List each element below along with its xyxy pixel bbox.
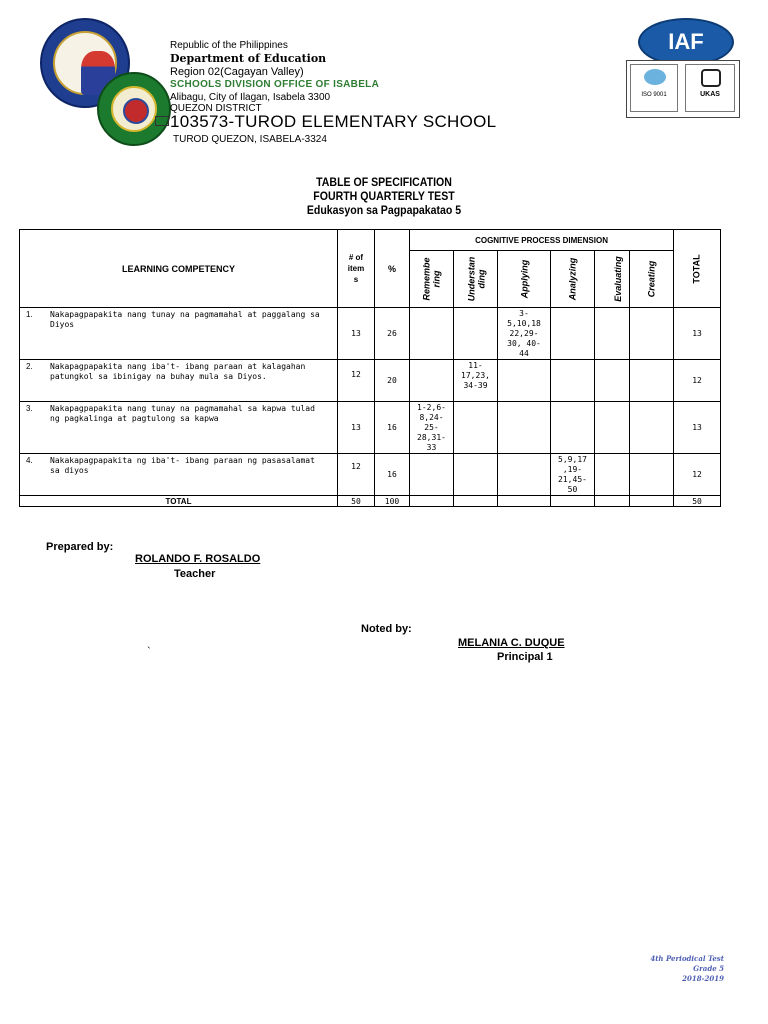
footer-line-3: 2018-2019 (682, 974, 724, 983)
region-text: Region 02(Cagayan Valley) (170, 66, 304, 78)
total-creating (630, 496, 674, 507)
remembering-cell (410, 308, 454, 360)
approver-name: MELANIA C. DUQUE (458, 637, 565, 649)
school-name: 103573-TUROD ELEMENTARY SCHOOL (170, 112, 497, 131)
preparer-name: ROLANDO F. ROSALDO (135, 553, 261, 565)
crown-icon (701, 69, 721, 87)
understanding-cell (454, 454, 498, 496)
division-seal-logo (97, 72, 171, 146)
table-header-row (20, 230, 721, 251)
specification-table (19, 229, 721, 507)
total-cell: 12 (674, 454, 721, 496)
total-label: TOTAL (20, 496, 338, 507)
title-line-2: FOURTH QUARTERLY TEST (313, 189, 455, 203)
total-percent: 100 (375, 496, 410, 507)
district-text: QUEZON DISTRICT (170, 103, 262, 114)
analyzing-cell (551, 402, 595, 454)
noted-by-label: Noted by: (361, 623, 412, 635)
header-understanding: Understan ding (454, 251, 498, 308)
applying-cell: 3- 5,10,18 22,29- 30, 40- 44 (498, 308, 551, 360)
evaluating-cell (595, 308, 630, 360)
footer-line-2: Grade 5 (693, 964, 724, 973)
stray-mark: ` (147, 646, 151, 658)
table-row (20, 454, 721, 496)
table-total-row (20, 496, 721, 507)
competency-cell (20, 308, 338, 360)
items-cell: 13 (338, 402, 375, 454)
competency-text: Nakapagpapakita nang iba't- ibang paraan at kalagahan patungkol sa ibinigay na buhay mula sa Diyos. (50, 362, 306, 381)
header-applying: Applying (498, 251, 551, 308)
percent-cell: 16 (375, 454, 410, 496)
house-icon (155, 116, 169, 126)
percent-cell: 16 (375, 402, 410, 454)
competency-text: Nakakapagpapakita ng iba't- ibang paraan ng pasasalamat sa diyos (50, 456, 315, 475)
items-cell: 12 (338, 360, 375, 402)
evaluating-cell (595, 402, 630, 454)
approver-title: Principal 1 (497, 651, 553, 663)
analyzing-cell (551, 308, 595, 360)
preparer-title: Teacher (174, 568, 216, 580)
competency-cell (20, 360, 338, 402)
header-learning-competency: LEARNING COMPETENCY (20, 230, 338, 308)
competency-number: 1. (26, 310, 33, 319)
remembering-cell (410, 360, 454, 402)
header-cognitive-dimension: COGNITIVE PROCESS DIMENSION (410, 230, 674, 251)
remembering-cell (410, 454, 454, 496)
department-text: Department of Education (170, 52, 327, 65)
understanding-cell: 11- 17,23, 34-39 (454, 360, 498, 402)
creating-cell (630, 360, 674, 402)
analyzing-cell: 5,9,17 ,19- 21,45- 50 (551, 454, 595, 496)
school-address: TUROD QUEZON, ISABELA-3324 (173, 134, 327, 145)
title-line-1: TABLE OF SPECIFICATION (316, 175, 452, 189)
total-cell: 12 (674, 360, 721, 402)
items-cell: 13 (338, 308, 375, 360)
evaluating-cell (595, 454, 630, 496)
total-understanding (454, 496, 498, 507)
understanding-cell (454, 308, 498, 360)
header-remembering: Remembe ring (410, 251, 454, 308)
analyzing-cell (551, 360, 595, 402)
total-evaluating (595, 496, 630, 507)
iaf-logo: IAF (638, 18, 734, 66)
competency-number: 4. (26, 456, 33, 465)
competency-text: Nakapagpapakita nang tunay na pagmamahal sa kapwa tulad ng pagkalinga at pagtulong sa kapwa (50, 404, 315, 423)
header-evaluating: Evaluating (595, 251, 630, 308)
understanding-cell (454, 402, 498, 454)
division-address: Alibagu, City of Ilagan, Isabela 3300 (170, 92, 331, 103)
republic-text: Republic of the Philippines (170, 40, 288, 51)
total-cell: 13 (674, 308, 721, 360)
creating-cell (630, 454, 674, 496)
footer-line-1: 4th Periodical Test (650, 954, 724, 963)
competency-cell (20, 454, 338, 496)
percent-cell: 20 (375, 360, 410, 402)
creating-cell (630, 402, 674, 454)
applying-cell (498, 454, 551, 496)
header-total: TOTAL (674, 230, 721, 308)
total-remembering (410, 496, 454, 507)
competency-text: Nakapagpapakita nang tunay na pagmamahal at paggalang sa Diyos (50, 310, 320, 329)
competency-number: 3. (26, 404, 33, 413)
total-cell: 13 (674, 402, 721, 454)
table-row (20, 360, 721, 402)
document-title (0, 175, 768, 217)
evaluating-cell (595, 360, 630, 402)
total-applying (498, 496, 551, 507)
header-creating: Creating (630, 251, 674, 308)
header-analyzing: Analyzing (551, 251, 595, 308)
total-items: 50 (338, 496, 375, 507)
prepared-by-label: Prepared by: (46, 541, 114, 553)
creating-cell (630, 308, 674, 360)
applying-cell (498, 360, 551, 402)
certification-logos (626, 60, 740, 118)
footer-note (650, 954, 724, 984)
table-row (20, 402, 721, 454)
table-row (20, 308, 721, 360)
header-items: # of item s (338, 230, 375, 308)
total-total: 50 (674, 496, 721, 507)
ukas-certification-logo: UKAS (685, 64, 735, 112)
header-percent: % (375, 230, 410, 308)
iso-certification-logo: ISO 9001 (630, 64, 678, 112)
applying-cell (498, 402, 551, 454)
items-cell: 12 (338, 454, 375, 496)
percent-cell: 26 (375, 308, 410, 360)
title-line-3: Edukasyon sa Pagpapakatao 5 (306, 203, 462, 217)
remembering-cell: 1-2,6- 8,24- 25- 28,31- 33 (410, 402, 454, 454)
division-text: SCHOOLS DIVISION OFFICE OF ISABELA (170, 79, 380, 90)
competency-number: 2. (26, 362, 33, 371)
competency-cell (20, 402, 338, 454)
total-analyzing (551, 496, 595, 507)
